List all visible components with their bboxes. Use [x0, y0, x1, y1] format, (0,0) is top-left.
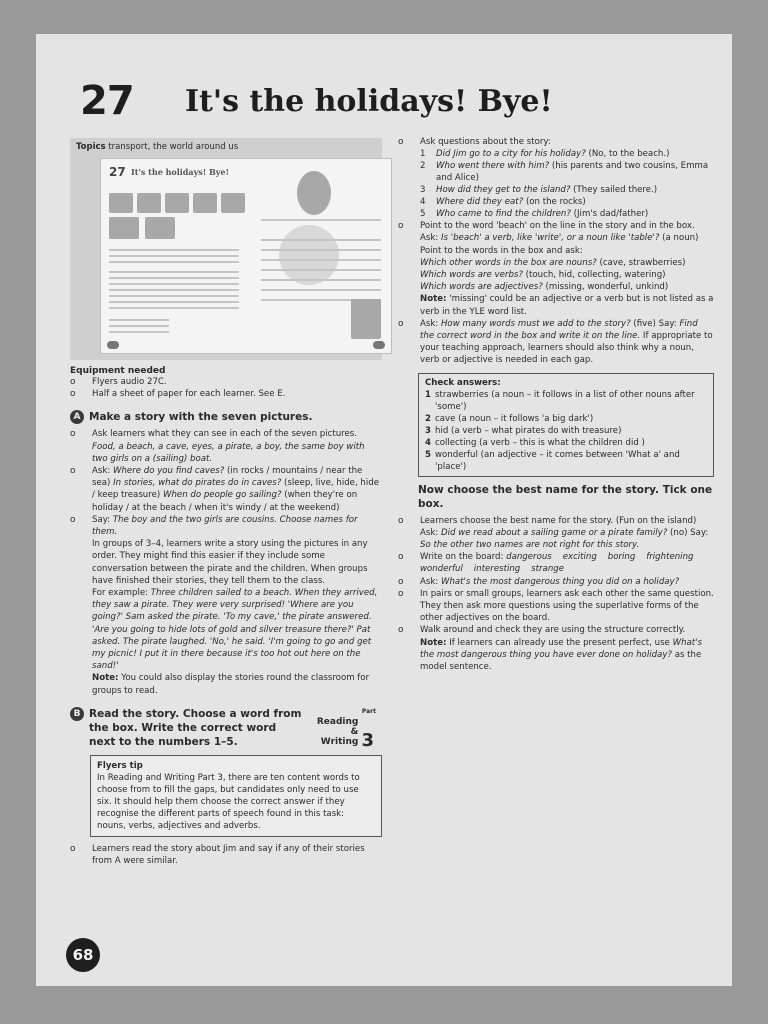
instruction-text: Walk around and check they are using the structure correctly. [420, 625, 686, 636]
answer-item [425, 413, 707, 425]
equipment-item-text: Half a sheet of paper for each learner. See E. [92, 389, 286, 400]
question-text: Who went there with him? [436, 161, 550, 172]
bullet-icon: o [70, 377, 76, 387]
question-text: What's the most dangerous thing you did on a holiday? [440, 576, 680, 587]
list-item-text: In pairs or small groups, learners ask each other the same question. They then ask more questions using the superlative forms of the other adjectives on the board. [420, 588, 714, 624]
check-answers-title: Check answers: [425, 377, 501, 388]
choose-name-heading: Now choose the best name for the story. Tick one box. [418, 483, 713, 510]
question-text: In stories, what do pirates do in caves? [113, 478, 282, 489]
instruction-text: If appropriate to your teaching approach, learners should also think why a noun, verb or adjective is needed in each gap. [420, 331, 713, 366]
thumbnail-text-line [261, 249, 381, 251]
thumbnail-text-line [109, 301, 239, 303]
topics-box [70, 138, 382, 360]
answer-text: strawberries (a noun – it follows in a list of other nouns after 'some') [435, 389, 695, 412]
equipment-heading: Equipment needed [70, 366, 166, 376]
thumbnail-text-line [109, 261, 239, 263]
answer-text: (his parents and two cousins, Emma and Alice) [436, 161, 709, 184]
thumbnail-picture [145, 217, 175, 239]
topics-line [76, 142, 376, 152]
ask-label: Ask: [420, 576, 441, 587]
answer-item [425, 437, 707, 449]
instruction-text: Say: [92, 514, 113, 525]
answer-number: 3 [425, 425, 431, 436]
workbook-page [36, 34, 732, 986]
thumbnail-character [351, 299, 381, 339]
question-number: 2 [420, 161, 426, 172]
ask-label: Ask: [420, 233, 441, 244]
question-text: How many words must we add to the story? [440, 318, 631, 329]
answer-text: (when they're on holiday / at the beach / when it's windy / at the weekend) [92, 490, 358, 513]
answer-text: (sleep, live, hide, hide / keep treasure) [92, 478, 379, 501]
section-a-letter: A [70, 410, 84, 424]
list-item-text [92, 465, 382, 514]
note-label: Note: [420, 294, 447, 305]
question-item [420, 148, 714, 160]
example-answer: Food, a beach, a cave, eyes, a pirate, a boy, the same boy with two girls on a (sailing) boat. [92, 441, 365, 464]
list-item [398, 515, 714, 552]
answer-text: (They sailed there.) [570, 185, 658, 196]
thumbnail-text-line [261, 259, 381, 261]
question-item [420, 196, 714, 208]
thumbnail-text-line [109, 271, 239, 273]
thumbnail-character [297, 171, 331, 215]
thumbnail-page-number [107, 341, 119, 349]
thumbnail-text-line [261, 239, 381, 241]
section-b-letter: B [70, 707, 84, 721]
answer-number: 4 [425, 437, 431, 448]
page-number-badge: 68 [66, 938, 100, 972]
say-text: Find the correct word in the box and write it on the line. [420, 318, 698, 342]
part-number: 3 [361, 729, 374, 751]
answer-number: 2 [425, 413, 431, 424]
bullet-icon: o [70, 429, 76, 440]
answer-text: (no) Say: [667, 527, 709, 538]
answer-item [425, 389, 707, 413]
unit-number: 27 [80, 78, 134, 124]
part-word: Part [361, 707, 376, 715]
thumbnail-picture [193, 193, 217, 213]
instruction-text: Write on the board: [420, 552, 507, 563]
bullet-icon: o [398, 221, 404, 232]
question-text: Is 'beach' a verb, like 'write', or a noun like 'table'? [440, 233, 660, 244]
topics-label: Topics [76, 142, 106, 152]
list-item [398, 318, 714, 367]
answer-text: (missing, wonderful, unkind) [542, 282, 669, 293]
list-item-text: Ask questions about the story: [420, 137, 551, 147]
thumbnail-text-line [261, 289, 381, 291]
list-item-text [420, 576, 714, 588]
list-item [398, 136, 714, 148]
question-text: Which words are verbs? [420, 270, 523, 281]
answer-text: hid (a verb – what pirates do with treasure) [435, 425, 622, 436]
equipment-item-text: Flyers audio 27C. [92, 377, 167, 387]
list-item-text [420, 624, 714, 673]
question-list [420, 148, 714, 220]
instruction-text: Point to the word 'beach' on the line in the story and in the box. [420, 221, 695, 232]
check-answers-box [418, 373, 714, 477]
bullet-icon: o [398, 137, 404, 147]
question-text: Who came to find the children? [436, 209, 571, 220]
thumbnail-picture [109, 217, 139, 239]
section-a-heading [70, 410, 382, 424]
list-item-text: Learners read the story about Jim and say if any of their stories from A were similar. [92, 843, 365, 867]
bullet-icon: o [398, 576, 404, 587]
bullet-icon: o [398, 552, 404, 563]
note-text: If learners can already use the present perfect, use [446, 637, 673, 648]
bullet-icon: o [398, 588, 404, 599]
instruction-text: Ask: [92, 466, 113, 477]
list-item-text [420, 220, 714, 318]
list-item [70, 465, 382, 514]
reading-writing-part-label [310, 707, 376, 751]
topics-text: transport, the world around us [108, 142, 239, 152]
list-item-text [420, 318, 714, 367]
answer-text: (in rocks / mountains / near the sea) [92, 466, 363, 489]
thumbnail-text-line [109, 289, 239, 291]
bullet-icon: o [398, 515, 404, 526]
thumbnail-unit-number: 27 [109, 165, 126, 179]
list-item-text [420, 515, 714, 552]
thumbnail-text-line [109, 325, 169, 327]
flyers-tip-text: In Reading and Writing Part 3, there are ten content words to choose from to fill the gaps, but candidates only need to use six. It should help them choose the correct answer if they recognise the different parts of speech found in this task: nouns, verbs, adjectives and adverbs. [97, 772, 360, 831]
answer-text: (No, to the beach.) [585, 149, 670, 160]
question-text: Which other words in the box are nouns? [420, 257, 597, 268]
list-item [398, 588, 714, 625]
thumbnail-page-number [373, 341, 385, 349]
list-item [70, 428, 382, 465]
answer-text: (a noun) [659, 233, 699, 244]
note-text: 'missing' could be an adjective or a verb but is not listed as a verb in the YLE word list. [420, 294, 714, 317]
answer-text: (on the rocks) [523, 197, 586, 208]
right-column [398, 136, 714, 673]
section-a-title: Make a story with the seven pictures. [89, 411, 313, 424]
answer-item [425, 449, 707, 473]
instruction-paragraph: In groups of 3–4, learners write a story using the pictures in any order. They might find this easier if they include some conversation between the pirate and the children. When groups have finished their stories, they tell them to the class. [92, 539, 368, 586]
list-item-text [92, 514, 382, 697]
answer-number: 1 [425, 389, 431, 400]
note-text: as the model sentence. [420, 649, 702, 673]
say-text: The boy and the two girls are cousins. Choose names for them. [92, 514, 358, 538]
skill-label: Reading & Writing [316, 716, 359, 747]
question-text: How did they get to the island? [436, 185, 571, 196]
list-item [70, 843, 382, 867]
instruction-text: Point to the words in the box and ask: [420, 245, 583, 256]
bullet-icon: o [70, 514, 76, 525]
answer-text: (touch, hid, collecting, watering) [522, 270, 666, 281]
board-words: dangerous exciting boring frightening [506, 552, 694, 563]
note-label: Note: [92, 673, 119, 684]
instruction-text: Learners choose the best name for the story. (Fun on the island) [420, 515, 697, 526]
section-b-title: Read the story. Choose a word from the box. Write the correct word next to the numbers 1–5. [89, 707, 302, 748]
thumbnail-picture [137, 193, 161, 213]
ask-label: Ask: [420, 318, 441, 329]
list-item [398, 220, 714, 318]
thumbnail-picture [165, 193, 189, 213]
question-text: Where did they eat? [436, 197, 524, 208]
answer-text: collecting (a verb – this is what the children did ) [435, 437, 645, 448]
answer-text: wonderful (an adjective – it comes between 'What a' and 'place') [435, 449, 680, 472]
thumbnail-text-line [109, 249, 239, 251]
question-text: When do people go sailing? [162, 490, 282, 501]
example-story: Three children sailed to a beach. When they arrived, they saw a pirate. They were very surprised! 'Where are you going?' Sam asked the pirate. 'To my cave,' the pirate answered. 'Are you going to hide lots of gold and silver treasure there?' Pat asked. The pirate laughed. 'No,' he said. 'I'm going to go and get my picnic! I put it in there because it's too hot out here on the sand!' [92, 588, 378, 672]
note-label: Note: [420, 637, 447, 648]
question-item [420, 208, 714, 220]
answer-text: (Jim's dad/father) [570, 209, 649, 220]
answer-item [425, 425, 707, 437]
thumbnail-text-line [109, 307, 239, 309]
instruction-text: Ask learners what they can see in each of the seven pictures. [92, 429, 357, 440]
bullet-icon: o [398, 625, 404, 636]
answer-text: (cave, strawberries) [596, 257, 686, 268]
thumbnail-title: It's the holidays! Bye! [131, 167, 230, 177]
answer-number: 5 [425, 449, 431, 460]
question-number: 1 [420, 149, 426, 160]
thumbnail-text-line [261, 279, 381, 281]
answer-text: (five) Say: [630, 318, 680, 329]
question-text: Did Jim go to a city for his holiday? [436, 149, 586, 160]
equipment-item [70, 388, 382, 400]
list-item-text [420, 551, 714, 575]
list-item-text [92, 428, 382, 465]
thumbnail-text-line [109, 319, 169, 321]
left-column [70, 138, 382, 867]
list-item [398, 576, 714, 588]
thumbnail-text-line [261, 269, 381, 271]
question-item [420, 160, 714, 184]
say-text: So the other two names are not right for this story. [420, 540, 640, 551]
thumbnail-text-line [109, 277, 239, 279]
bullet-icon: o [70, 466, 76, 477]
question-text: Where do you find caves? [112, 466, 225, 477]
question-text: What's the most dangerous thing you have ever done on holiday? [420, 637, 702, 660]
ask-label: Ask: [420, 527, 441, 538]
bullet-icon: o [398, 318, 404, 329]
pupil-book-thumbnail [100, 158, 392, 354]
question-number: 5 [420, 209, 426, 220]
list-item [398, 551, 714, 575]
flyers-tip-title: Flyers tip [97, 760, 143, 771]
thumbnail-text-line [261, 219, 381, 221]
note-text: You could also display the stories round the classroom for groups to read. [92, 673, 370, 696]
thumbnail-sun [279, 225, 339, 285]
list-item [398, 624, 714, 673]
example-label: For example: [92, 588, 151, 599]
bullet-icon: o [70, 843, 76, 854]
equipment-item [70, 376, 382, 388]
question-text: Did we read about a sailing game or a pirate family? [440, 527, 668, 538]
board-words: wonderful interesting strange [420, 564, 565, 575]
thumbnail-text-line [109, 255, 239, 257]
unit-title: It's the holidays! Bye! [185, 84, 553, 119]
list-item [70, 514, 382, 697]
thumbnail-text-line [109, 295, 239, 297]
answer-text: cave (a noun – it follows 'a big dark') [435, 413, 594, 424]
question-number: 4 [420, 197, 426, 208]
flyers-tip-box [90, 755, 382, 837]
question-number: 3 [420, 185, 426, 196]
bullet-icon: o [70, 389, 76, 400]
question-text: Which words are adjectives? [420, 282, 543, 293]
section-b-heading [70, 707, 382, 749]
thumbnail-picture [109, 193, 133, 213]
thumbnail-text-line [109, 283, 239, 285]
thumbnail-text-line [109, 331, 169, 333]
question-item [420, 184, 714, 196]
thumbnail-picture [221, 193, 245, 213]
